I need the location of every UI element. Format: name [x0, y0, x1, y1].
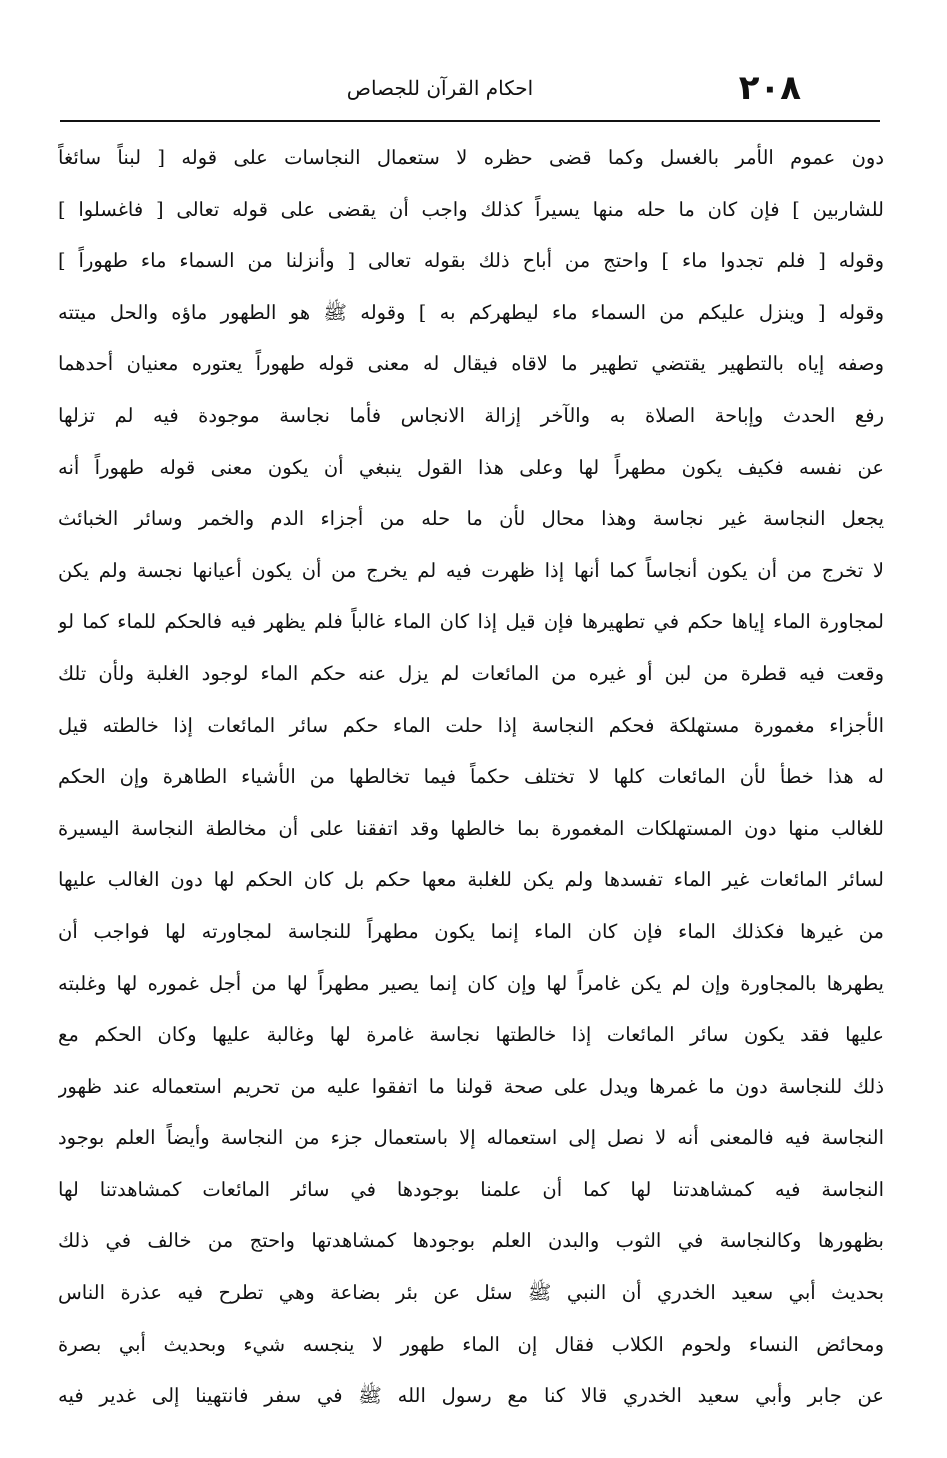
text-line: للشاربين ] فإن كان ما حله منها يسيراً كذلك واجب أن يقضى على قوله تعالى [ فاغسلوا ] [58, 197, 884, 221]
text-line: لا تخرج من أن يكون أنجاساً كما أنها إذا ظهرت فيه لم يخرج من أن يكون أعيانها نجسة ولم يكن [58, 558, 884, 582]
text-line: دون عموم الأمر بالغسل وكما قضى حظره لا ستعمال النجاسات على قوله [ لبناً سائغاً [58, 146, 884, 169]
text-line: وقعت فيه قطرة من لبن أو غيره من المائعات لم يزل عنه حكم الماء لوجود الغلبة ولأن تلك [58, 661, 884, 685]
text-line: الأجزاء مغمورة مستهلكة فحكم النجاسة إذا حلت الماء حكم سائر المائعات إذا خالطته قيل [58, 713, 884, 737]
text-line: يجعل النجاسة غير نجاسة وهذا محال لأن ما حله من أجزاء الدم والخمر وسائر الخبائث [58, 507, 884, 531]
text-line: يطهرها بالمجاورة وإن لم يكن غامراً لها وإن كان إنما يصير مطهراً لها من أجل غموره لها وغلبته [58, 971, 884, 995]
text-line: من غيرها فكذلك الماء فإن كان الماء إنما يكون مطهراً للنجاسة لمجاورته لها فواجب أن [58, 919, 884, 943]
text-line: عليها فقد يكون سائر المائعات إذا خالطتها نجاسة غامرة لها وغالبة عليها وكان الحكم مع [58, 1023, 884, 1047]
text-line: وقوله [ فلم تجدوا ماء ] واحتج من أباح ذلك بقوله تعالى [ وأنزلنا من السماء ماء طهوراً ] [58, 249, 884, 273]
text-line: عن نفسه فكيف يكون مطهراً لها وعلى هذا القول ينبغي أن يكون معنى قوله طهوراً أنه [58, 455, 884, 479]
text-line: لسائر المائعات غير الماء تفسدها ولم يكن للغلبة معها حكم بل كان الحكم لها دون الغالب عليها [58, 868, 884, 892]
text-line: بظهورها وكالنجاسة في الثوب والبدن العلم بوجودها كمشاهدتها واحتج من خالف في ذلك [58, 1229, 884, 1253]
page-number: ٢٠٨ [738, 68, 801, 108]
body-text [58, 132, 884, 1422]
text-line: للغالب منها دون المستهلكات المغمورة بما خالطها وقد اتفقنا على أن مخالطة النجاسة اليسيرة [58, 816, 884, 840]
text-line: وصفه إياه بالتطهير يقتضي تطهير ما لاقاه فيقال له معنى قوله طهوراً يعتوره معنيان أحدهما [58, 352, 884, 376]
text-line: لمجاورة الماء إياها حكم في تطهيرها فإن قيل إذا كان الماء غالباً فلم يظهر فيه فالحكم للماء كما لو [58, 610, 884, 634]
text-line: عن جابر وأبي سعيد الخدري قالا كنا مع رسول الله ﷺ في سفر فانتهينا إلى غدير فيه [58, 1384, 884, 1408]
text-line: ذلك للنجاسة دون ما غمرها ويدل على صحة قولنا ما اتفقوا عليه من تحريم استعماله عند ظهور [58, 1074, 884, 1098]
text-line: بحديث أبي سعيد الخدري أن النبي ﷺ سئل عن بئر بضاعة وهي تطرح فيه عذرة الناس [58, 1281, 884, 1305]
text-line: وقوله [ وينزل عليكم من السماء ماء ليطهركم به ] وقوله ﷺ هو الطهور ماؤه والحل ميتته [58, 300, 884, 324]
text-line: النجاسة فيه كمشاهدتنا لها كما أن علمنا بوجودها في سائر المائعات كمشاهدتنا لها [58, 1177, 884, 1201]
text-line: النجاسة فيه فالمعنى أنه لا نصل إلى استعماله إلا باستعمال جزء من النجاسة وأيضاً العلم بوجود [58, 1126, 884, 1150]
text-line: ومحائض النساء ولحوم الكلاب فقال إن الماء طهور لا ينجسه شيء وبحديث أبي بصرة [58, 1332, 884, 1356]
header-divider [60, 120, 880, 122]
text-line: رفع الحدث وإباحة الصلاة به والآخر إزالة الانجاس فأما نجاسة موجودة فيه لم تزلها [58, 403, 884, 427]
running-title: احكام القرآن للجصاص [346, 76, 534, 100]
text-line: له هذا خطأ لأن المائعات كلها لا تختلف حكماً فيما تخالطها من الأشياء الطاهرة وإن الحكم [58, 765, 884, 789]
